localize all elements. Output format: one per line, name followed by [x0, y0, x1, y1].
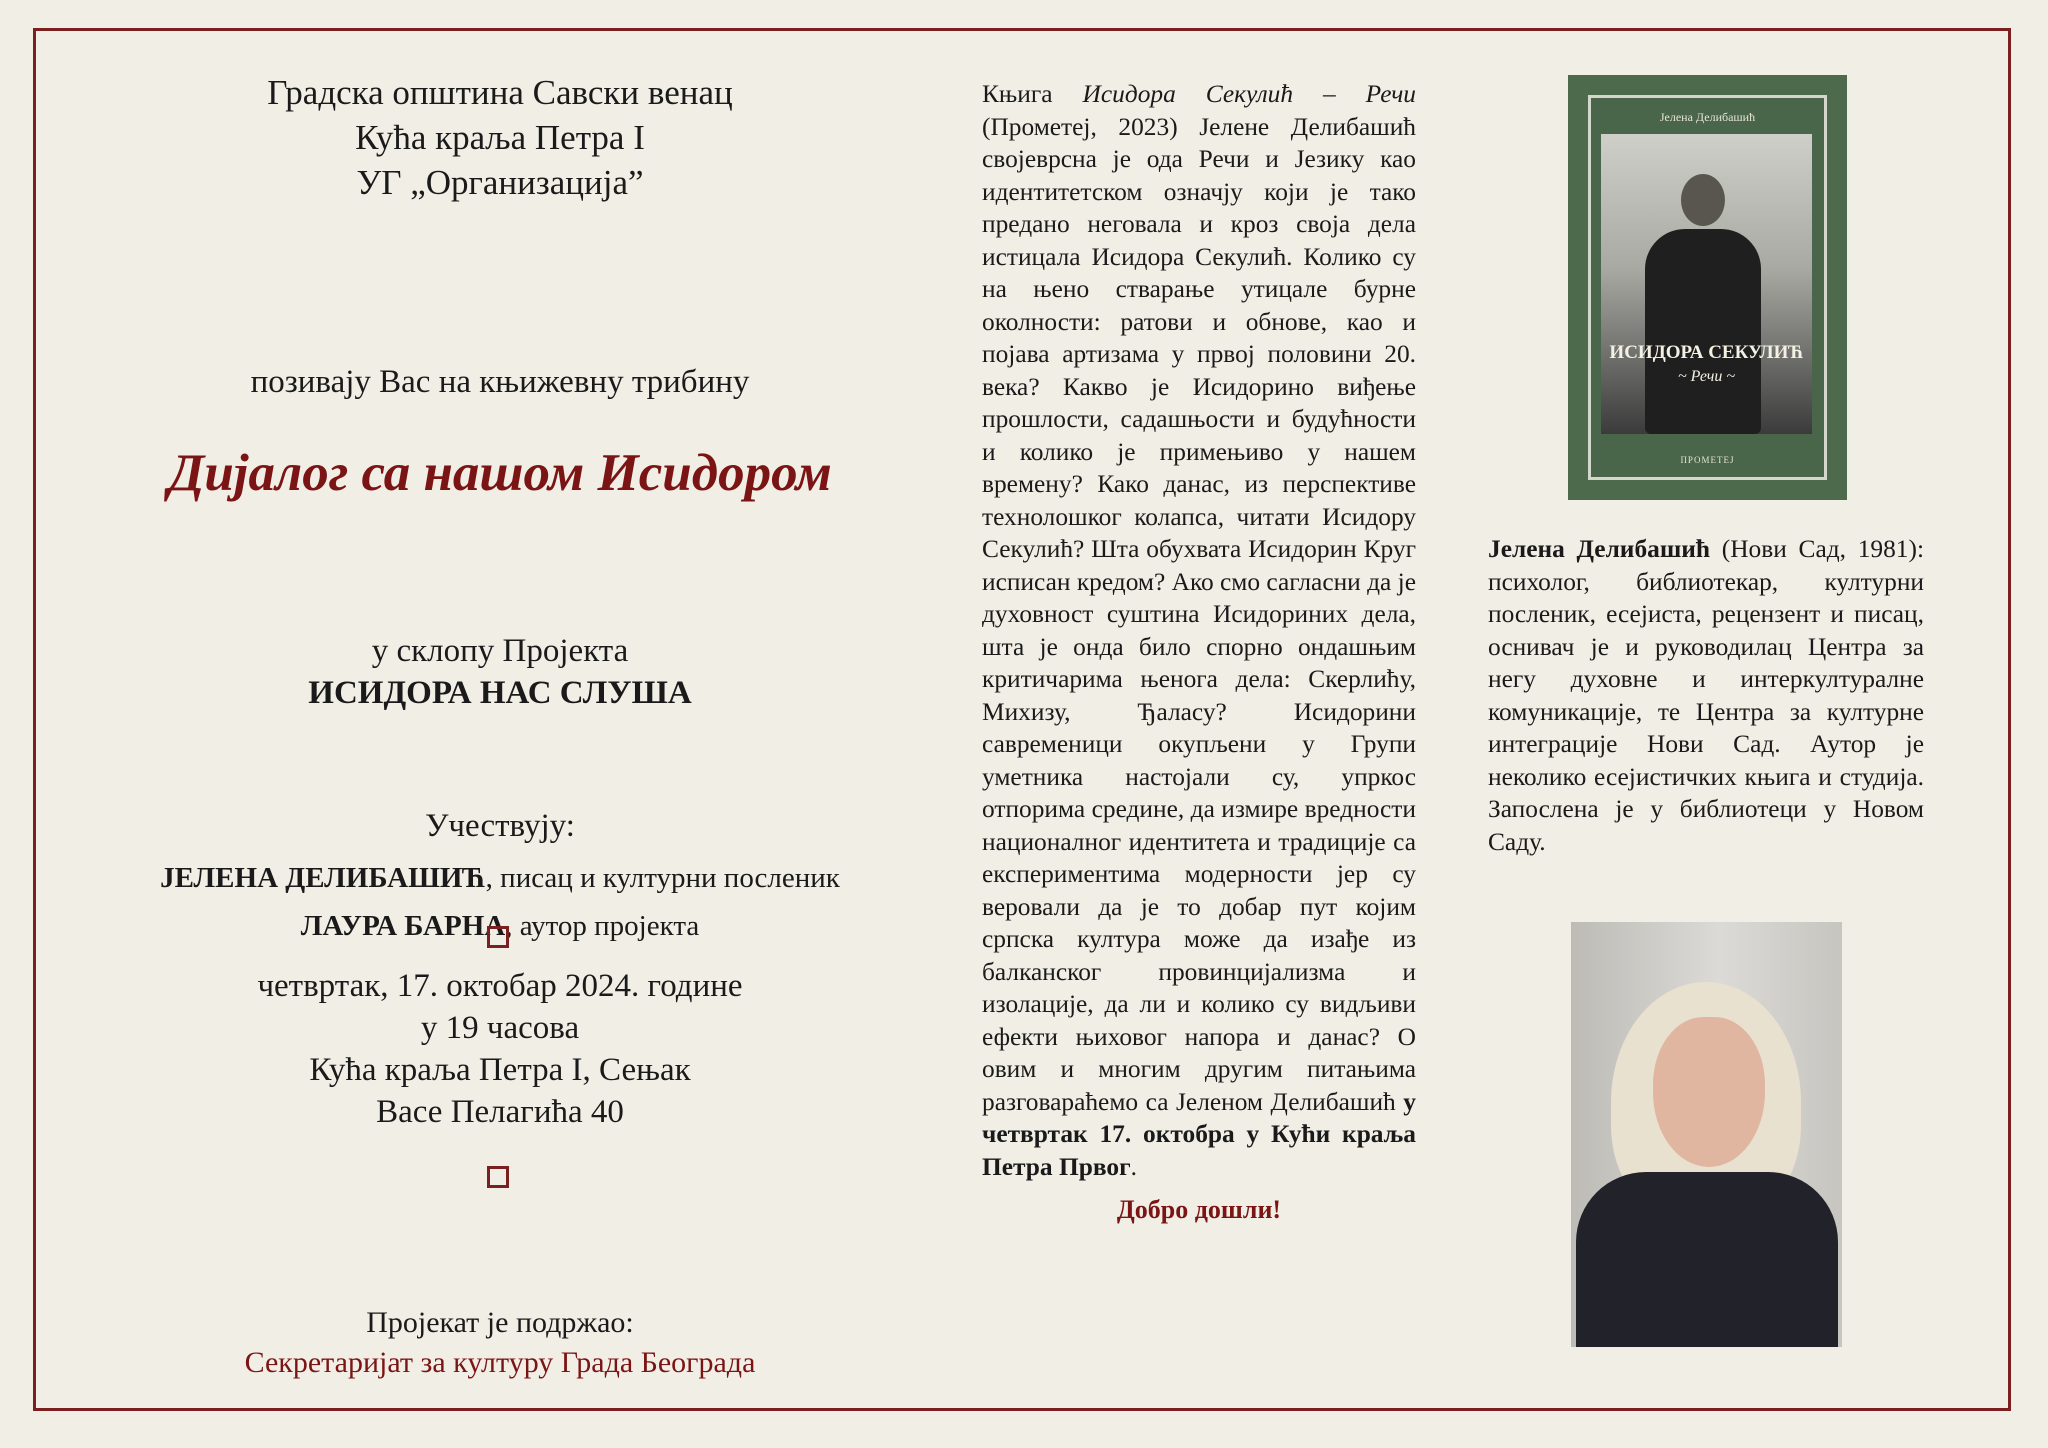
- participant-role: , писац и културни посленик: [485, 862, 840, 894]
- organizers: [60, 70, 940, 205]
- article-text: [982, 78, 1416, 1183]
- participants-heading: Учествују:: [425, 808, 575, 844]
- event-time: у 19 часова: [420, 1010, 580, 1046]
- event-address: Васе Пелагића 40: [376, 1094, 624, 1130]
- organizer-line: Кућа краља Петра I: [355, 118, 645, 157]
- participant-role: , аутор пројекта: [505, 910, 700, 942]
- photo-jacket-shape: [1576, 1172, 1838, 1347]
- participant: [60, 858, 940, 898]
- organizer-line: Градска општина Савски венац: [267, 73, 733, 112]
- article-body: (Прометеј, 2023) Јелене Делибашић својеврсна је ода Речи и Језику као идентитетском означју који је тако предано неговала и кроз своја дела истицала Исидора Секулић. Колико су на њено стварање утицале бурне околности: ратови и обнове, као и појава артизама у првој половини 20. века? Какво је Исидорино виђење прошлости, садашњости и будућности и колико је примењиво у нашем времену? Како данас, из перспективе технолошког колапса, читати Исидору Секулић? Шта обухвата Исидорин Круг исписан кредом? Ако смо сагласни да је духовност суштина Исидориних дела, шта је онда било спорно ондашњим критичарима њеногa дела: Скерлићу, Михизу, Ђаласу? Исидорини савременици окупљени у Групи уметника настојали су, упркос отпорима средине, да измире вредности националног идентитета и традиције са експериментима модерности јер су веровали да је то добар пут којим српска култура може да изађе из балканског провинцијализма и изолације, да ли и колико су видљиви ефекти њиховог напора и данас? О овим и многим другим питањима разговараћемо са Јеленом Делибашић: [982, 112, 1416, 1116]
- event-venue: Кућа краља Петра I, Сењак: [309, 1052, 691, 1088]
- book-cover-title: ИСИДОРА СЕКУЛИЋ: [1609, 342, 1804, 363]
- article-end: .: [1130, 1152, 1137, 1181]
- square-bullet-icon: [487, 1166, 509, 1188]
- article-column: [982, 78, 1416, 1227]
- participant-name: ЛАУРА БАРНА: [300, 910, 506, 942]
- participant-name: ЈЕЛЕНА ДЕЛИБАШИЋ: [160, 862, 486, 894]
- welcome-text: Добро дошли!: [1116, 1195, 1282, 1224]
- support-label: Пројекат је подржао:: [366, 1306, 634, 1339]
- author-bio: [1488, 533, 1924, 858]
- project-name: ИСИДОРА НАС СЛУША: [308, 675, 692, 711]
- book-cover-author: Јелена Делибашић: [1659, 110, 1756, 124]
- article-lead: Књига: [982, 80, 1083, 108]
- author-bio-text: (Нови Сад, 1981): психолог, библиотекар, културни посленик, есејиста, рецензент и писац, оснивач је и руководилац Центра за негу духовне и интеркултуралне комуникације, те Центра за културне интеграције Нови Сад. Аутор је неколико есејистичких књига и студија. Запослена је у библиотеци у Новом Саду.: [1488, 535, 1925, 856]
- support-org: Секретаријат за културу Града Београда: [244, 1346, 756, 1379]
- book-cover-subtitle: ~ Речи ~: [1677, 368, 1736, 385]
- article-emphasis: у четвртак 17. октобра у Кући краља Петра Првог: [982, 1087, 1416, 1181]
- portrait-head-shape: [1681, 174, 1725, 226]
- square-bullet-icon: [487, 926, 509, 948]
- book-cover-title-band: [1601, 328, 1812, 408]
- event-title: Дијалог са нашом Исидором: [168, 444, 832, 502]
- author-bio-name: Јелена Делибашић: [1488, 535, 1711, 563]
- organizer-line: УГ „Организација”: [356, 163, 644, 202]
- event-date: четвртак, 17. октобар 2024. године: [257, 968, 743, 1004]
- author-photo: [1571, 922, 1842, 1347]
- book-cover-image: [1568, 75, 1847, 500]
- book-title-inline: Исидора Секулић – Речи: [1082, 80, 1417, 108]
- invite-text: позивају Вас на књижевну трибину: [250, 364, 750, 400]
- book-cover-frame: [1588, 95, 1827, 480]
- project-intro: у склопу Пројекта: [371, 633, 629, 669]
- event-details: [60, 965, 940, 1133]
- book-cover-publisher: ПРОМЕТЕЈ: [1680, 455, 1735, 465]
- invitation-column: [60, 70, 940, 1379]
- photo-face-shape: [1653, 1017, 1765, 1167]
